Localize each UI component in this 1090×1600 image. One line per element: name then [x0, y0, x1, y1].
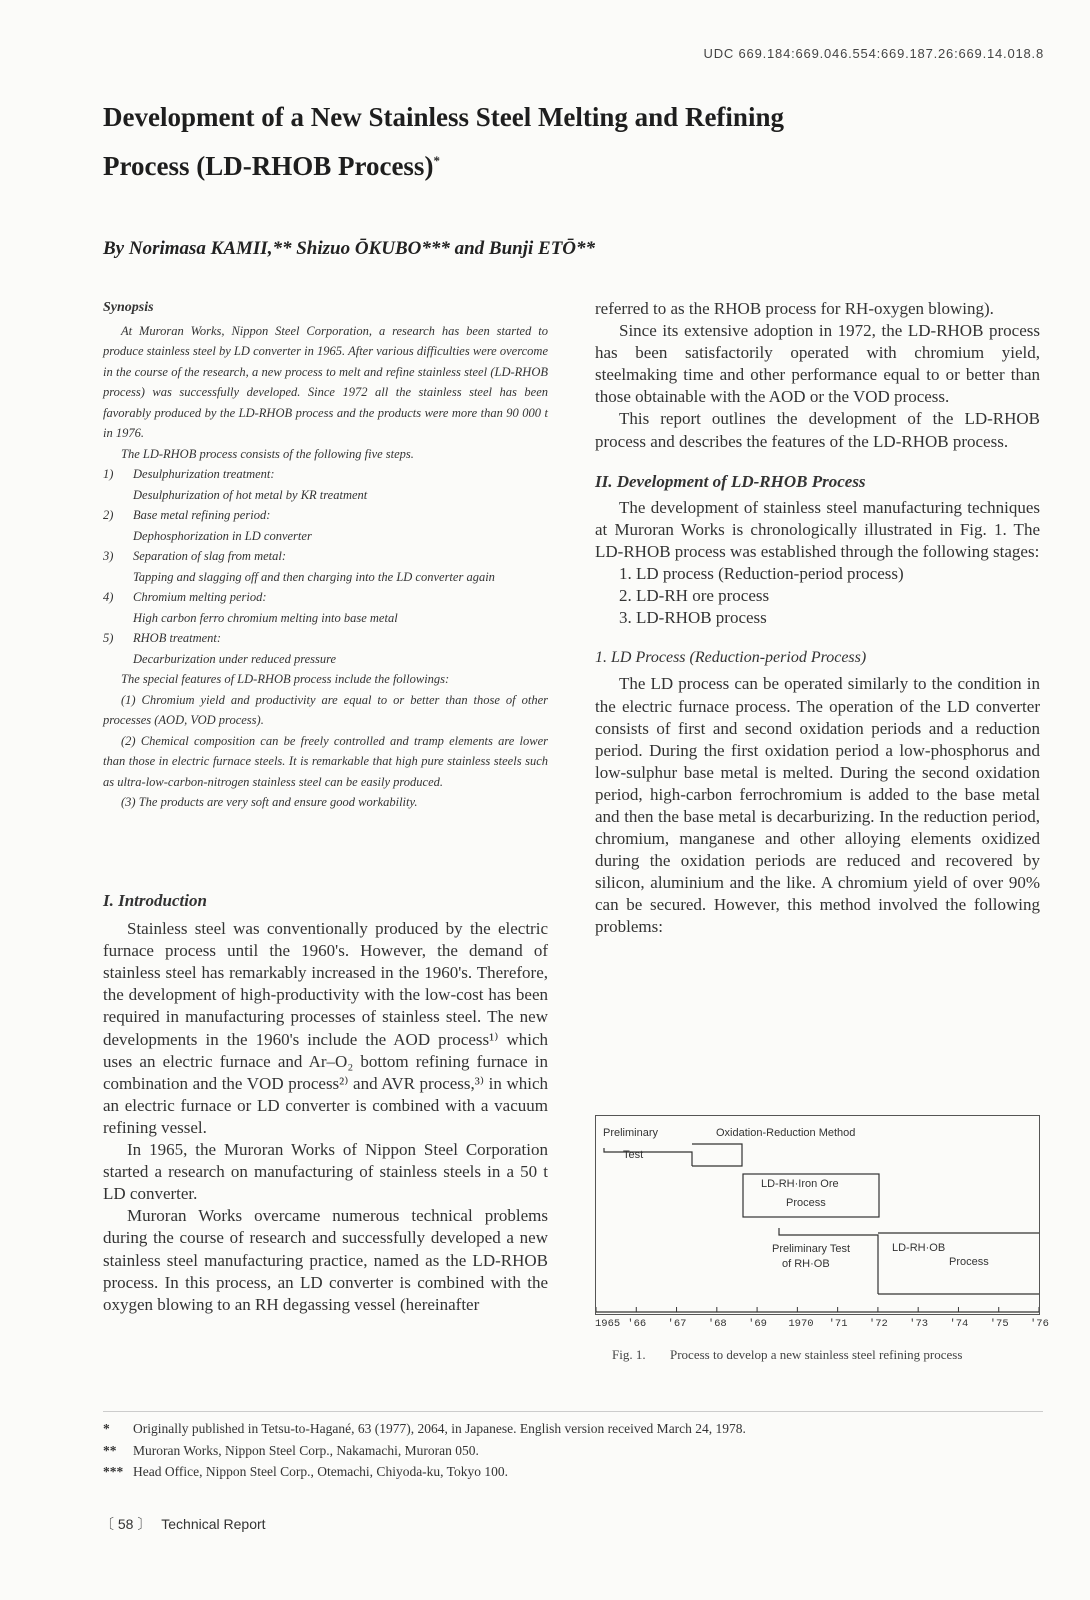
time-axis-ticks [596, 1307, 1039, 1312]
label-rh-ob-test-2: of RH·OB [782, 1258, 830, 1270]
label-oxidation-reduction: Oxidation-Reduction Method [716, 1127, 856, 1139]
synopsis-feature-2: (2) Chemical composition can be freely controlled and tramp elements are lower than those in electric furnace steels. It is remarkable that high pure stainless steels such as ultra-low-carbon-nitrogen stainless steel can be easily produced. [103, 733, 548, 789]
oxidation-reduction-bar [692, 1144, 742, 1166]
year-label: '75 [989, 1318, 1009, 1330]
intro-paragraph-2: In 1965, the Muroran Works of Nippon Steel Corporation started a research on manufacturing of stainless steels in a 50 t LD converter. [103, 1140, 548, 1204]
development-paragraph: The development of stainless steel manufacturing techniques at Muroran Works is chronologically illustrated in Fig. 1. The LD-RHOB process was established through the following stages: [595, 497, 1040, 561]
left-column [103, 890, 548, 1316]
footer-section: Technical Report [161, 1516, 266, 1532]
label-rh-ob-process-2: Process [949, 1256, 989, 1268]
preliminary-test-bar [604, 1148, 692, 1166]
year-label: '66 [627, 1318, 647, 1330]
section-heading-development: II. Development of LD-RHOB Process [595, 471, 866, 491]
year-labels [595, 1318, 1050, 1334]
title-line-2: Process (LD-RHOB Process) [103, 151, 434, 181]
step-number: 5) [103, 631, 114, 645]
title-line-1: Development of a New Stainless Steel Melting and Refining [103, 102, 784, 132]
synopsis-feature-3: (3) The products are very soft and ensure good workability. [121, 795, 418, 809]
synopsis-step [103, 464, 548, 505]
footnote-mark: * [103, 1421, 110, 1436]
figure-1 [595, 1115, 1040, 1315]
synopsis-features-intro: The special features of LD-RHOB process include the followings: [121, 672, 450, 686]
year-label: '73 [909, 1318, 929, 1330]
synopsis-heading: Synopsis [103, 300, 154, 315]
label-preliminary: Preliminary [603, 1127, 659, 1139]
synopsis-steps [103, 464, 548, 669]
step-number: 4) [103, 590, 114, 604]
synopsis-step [103, 505, 548, 546]
ld-process-paragraph: The LD process can be operated similarly to the condition in the electric furnace process. The operation of the LD converter consists of first and second oxidation periods and a reduction period. During the first oxidation period a low-phosphorus and low-sulphur base metal is melted. During the second oxidation period, high-carbon ferrochromium is added to the base metal and then the base metal is decarburizing. In the reduction period, chromium, manganese and other alloying elements oxidized during the oxidation periods are reduced and recovered by silicon, aluminium and the like. A chromium yield of over 90% can be secured. However, this method involved the following problems: [595, 674, 1040, 937]
stages-list [595, 563, 1040, 629]
step-description: Tapping and slagging off and then charging into the LD converter again [133, 569, 495, 584]
title-footnote-mark: * [433, 153, 440, 168]
label-iron-ore-2: Process [786, 1197, 826, 1209]
year-label: '71 [828, 1318, 848, 1330]
author-line: By Norimasa KAMII,** Shizuo ŌKUBO*** and Bunji ETŌ** [103, 238, 596, 259]
caption-label: Fig. 1. [612, 1347, 646, 1362]
year-label: '68 [707, 1318, 727, 1330]
step-name: Desulphurization treatment: [133, 467, 275, 481]
synopsis-feature-1: (1) Chromium yield and productivity are equal to or better than those of other processes (AOD, VOD process). [103, 692, 548, 727]
paragraph-continued: referred to as the RHOB process for RH-oxygen blowing). [595, 299, 994, 318]
step-description: High carbon ferro chromium melting into base metal [133, 610, 398, 625]
step-number: 3) [103, 549, 114, 563]
paragraph-adoption: Since its extensive adoption in 1972, the LD-RHOB process has been satisfactorily operated with chromium yield, steelmaking time and other performance equal to or better than those obtainable with the AOD or the VOD process. [595, 321, 1040, 407]
intro-paragraph-3: Muroran Works overcame numerous technical problems during the course of research and successfully developed a new stainless steel manufacturing practice, named as the LD-RHOB process. In this process, an LD converter is combined with the oxygen blowing to an RH degassing vessel (hereinafter [103, 1206, 548, 1314]
stage-item: 1. LD process (Reduction-period process) [619, 564, 904, 584]
label-rh-ob-process-1: LD-RH·OB [892, 1242, 946, 1254]
footnote-mark: ** [103, 1442, 117, 1458]
step-name: RHOB treatment: [133, 631, 222, 645]
year-label: '69 [748, 1318, 767, 1330]
label-test: Test [623, 1149, 644, 1161]
page-footer [100, 1514, 266, 1534]
page-number: 〔 58 〕 [100, 1516, 152, 1532]
step-number: 2) [103, 508, 114, 522]
step-name: Chromium melting period: [133, 590, 267, 604]
synopsis-step [103, 587, 548, 628]
step-description: Desulphurization of hot metal by KR treatment [133, 487, 368, 502]
section-heading-introduction: I. Introduction [103, 891, 207, 910]
label-iron-ore-1: LD-RH·Iron Ore [761, 1178, 839, 1190]
year-label: '74 [949, 1318, 969, 1330]
synopsis [103, 298, 548, 813]
paragraph-outline: This report outlines the development of the LD-RHOB process and describes the features of the LD-RHOB process. [595, 409, 1040, 451]
footnote-mark: *** [103, 1464, 124, 1479]
subsection-heading-ld-process: 1. LD Process (Reduction-period Process) [595, 649, 867, 667]
footnote-rule [103, 1411, 1043, 1412]
synopsis-step [103, 628, 548, 669]
right-column [595, 298, 1040, 939]
synopsis-paragraph: At Muroran Works, Nippon Steel Corporation, a research has been started to produce stainless steel by LD converter in 1965. After various difficulties were overcome in the course of the research, a new process to melt and refine stainless steel (LD-RHOB process) was successfully developed. Since 1972 all the stainless steel has been favorably produced by the LD-RHOB process and the products were more than 90 000 t in 1976. [103, 323, 548, 440]
article-title [103, 96, 923, 188]
figure-1-caption [612, 1344, 1032, 1365]
stage-item: 2. LD-RH ore process [619, 586, 770, 606]
footnote [103, 1461, 1053, 1483]
year-label: 1965 [595, 1318, 621, 1330]
year-label: '76 [1030, 1318, 1049, 1330]
year-label: '72 [868, 1318, 888, 1330]
footnote [103, 1440, 1053, 1462]
year-label: '67 [667, 1318, 687, 1330]
udc-classification: UDC 669.184:669.046.554:669.187.26:669.14.018.8 [703, 46, 1044, 61]
footnote-text: Head Office, Nippon Steel Corp., Otemachi, Chiyoda-ku, Tokyo 100. [133, 1464, 508, 1479]
figure-1-diagram [596, 1116, 1039, 1314]
footnote-text: Originally published in Tetsu-to-Hagané, 63 (1977), 2064, in Japanese. English version received March 24, 1978. [133, 1421, 746, 1436]
footnote-text: Muroran Works, Nippon Steel Corp., Nakamachi, Muroran 050. [133, 1442, 479, 1458]
year-label: 1970 [788, 1318, 814, 1330]
caption-text: Process to develop a new stainless steel refining process [670, 1347, 963, 1362]
step-name: Base metal refining period: [133, 508, 271, 522]
step-number: 1) [103, 467, 114, 481]
label-rh-ob-test-1: Preliminary Test [772, 1243, 851, 1255]
synopsis-steps-intro: The LD-RHOB process consists of the following five steps. [121, 446, 414, 461]
footnotes [103, 1418, 1053, 1483]
step-name: Separation of slag from metal: [133, 549, 287, 563]
stage-item: 3. LD-RHOB process [619, 608, 767, 628]
footnote [103, 1418, 1053, 1440]
step-description: Dephosphorization in LD converter [133, 528, 312, 543]
step-description: Decarburization under reduced pressure [133, 651, 337, 666]
intro-paragraph-1: Stainless steel was conventionally produced by the electric furnace process until the 1960's. However, the demand of stainless steel has remarkably increased in the 1960's. Therefore, the development of high-productivity with the low-cost has been required in manufacturing processes of stainless steel. The new developments in the 1960's include the AOD process¹⁾ which uses an electric furnace and Ar–O₂ bottom refining furnace in combination and the VOD process²⁾ and AVR process,³⁾ in which an electric furnace or LD converter is combined with a vacuum refining vessel. [103, 919, 548, 1137]
synopsis-step [103, 546, 548, 587]
